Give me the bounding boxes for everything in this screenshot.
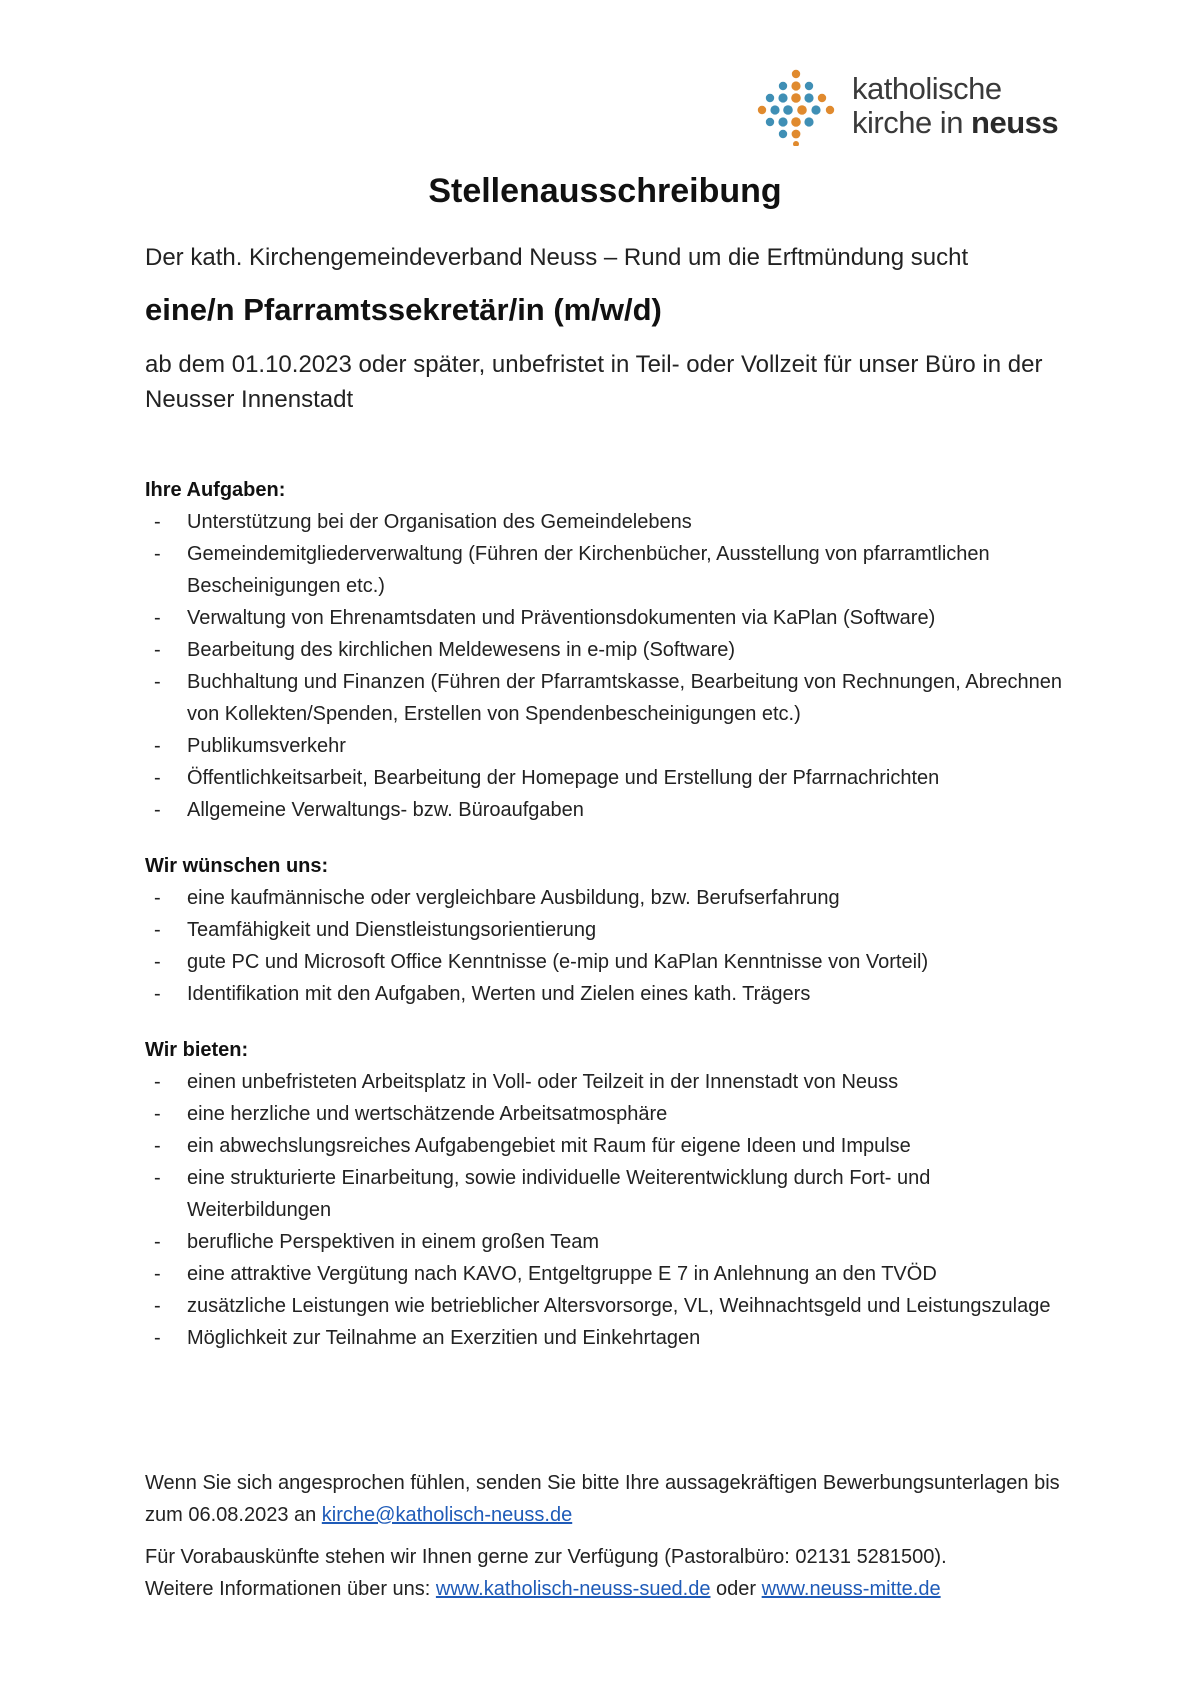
tasks-section: [145, 474, 1065, 826]
logo-dot: [804, 117, 813, 126]
list-item: - eine attraktive Vergütung nach KAVO, Entgeltgruppe E 7 in Anlehnung an den TVÖD: [145, 1258, 1065, 1290]
tasks-list: [145, 506, 1065, 826]
dot-cross-logo-icon: [756, 68, 836, 146]
logo-dot: [805, 82, 813, 90]
logo-dot: [791, 93, 801, 103]
list-item: - Buchhaltung und Finanzen (Führen der Pfarramtskasse, Bearbeitung von Rechnungen, Abrechnen von Kollekten/Spenden, Erstellen von Spendenbescheinigungen etc.): [145, 666, 1065, 730]
list-item: - Bearbeitung des kirchlichen Meldewesens in e-mip (Software): [145, 634, 1065, 666]
wishes-section: [145, 850, 1065, 1010]
logo-dot: [758, 106, 766, 114]
info-text: Für Vorabauskünfte stehen wir Ihnen gerne zur Verfügung (Pastoralbüro: 02131 5281500).: [145, 1546, 947, 1568]
offers-section: [145, 1034, 1065, 1354]
more-info-paragraph: [145, 1573, 1065, 1605]
website-link-sued[interactable]: www.katholisch-neuss-sued.de: [435, 1578, 711, 1600]
position-title: eine/n Pfarramtssekretär/in (m/w/d): [145, 292, 662, 327]
logo-dot: [792, 130, 801, 139]
list-item: - Allgemeine Verwaltungs- bzw. Büroaufgaben: [145, 794, 1065, 826]
logo-dot: [792, 70, 800, 78]
logo-dot: [791, 81, 800, 90]
wishes-heading: Wir wünschen uns:: [145, 855, 329, 877]
logo-dot: [793, 141, 799, 146]
more-info-text: Weitere Informationen über uns:: [145, 1578, 436, 1600]
offers-heading: Wir bieten:: [145, 1039, 249, 1061]
logo-dot: [779, 130, 787, 138]
list-item: - eine kaufmännische oder vergleichbare Ausbildung, bzw. Berufserfahrung: [145, 882, 1065, 914]
logo-dot: [818, 94, 826, 102]
list-item: - Verwaltung von Ehrenamtsdaten und Präventionsdokumenten via KaPlan (Software): [145, 602, 1065, 634]
logo-dot: [766, 118, 774, 126]
list-item: - gute PC und Microsoft Office Kenntnisse (e-mip und KaPlan Kenntnisse von Vorteil): [145, 946, 1065, 978]
email-link[interactable]: kirche@katholisch-neuss.de: [321, 1504, 573, 1526]
list-item: - berufliche Perspektiven in einem großen Team: [145, 1226, 1065, 1258]
intro-text: Der kath. Kirchengemeindeverband Neuss – Rund um die Erftmündung sucht: [145, 244, 969, 271]
list-item: - Möglichkeit zur Teilnahme an Exerzitien und Einkehrtagen: [145, 1322, 1065, 1354]
logo-dot: [783, 105, 793, 115]
logo-dot: [826, 106, 834, 114]
start-text: ab dem 01.10.2023 oder später, unbefristet in Teil- oder Vollzeit für unser Büro in der Neusser Innenstadt: [145, 351, 1043, 413]
list-item: - eine strukturierte Einarbeitung, sowie individuelle Weiterentwicklung durch Fort- und Weiterbildungen: [145, 1162, 1065, 1226]
logo-line-2: [852, 106, 1058, 140]
apply-paragraph: [145, 1467, 1065, 1531]
logo-dot: [804, 93, 813, 102]
list-item: - eine herzliche und wertschätzende Arbeitsatmosphäre: [145, 1098, 1065, 1130]
logo-dot: [797, 105, 807, 115]
list-item: - Publikumsverkehr: [145, 730, 1065, 762]
list-item: - zusätzliche Leistungen wie betrieblicher Altersvorsorge, VL, Weihnachtsgeld und Leistungszulage: [145, 1290, 1065, 1322]
church-logo: [756, 68, 1076, 146]
website-link-mitte[interactable]: www.neuss-mitte.de: [761, 1578, 941, 1600]
logo-dot: [766, 94, 774, 102]
tasks-heading: Ihre Aufgaben:: [145, 479, 286, 501]
logo-line-1: katholische: [852, 71, 1002, 106]
logo-dot: [778, 93, 787, 102]
list-item: - einen unbefristeten Arbeitsplatz in Voll- oder Teilzeit in der Innenstadt von Neuss: [145, 1066, 1065, 1098]
list-item: - ein abwechslungsreiches Aufgabengebiet mit Raum für eigene Ideen und Impulse: [145, 1130, 1065, 1162]
logo-dot: [811, 105, 820, 114]
logo-wordmark: [852, 72, 1058, 140]
logo-line-2-bold: neuss: [971, 105, 1059, 140]
or-text: oder: [710, 1578, 762, 1600]
list-item: - Gemeindemitgliederverwaltung (Führen der Kirchenbücher, Ausstellung von pfarramtlichen Bescheinigungen etc.): [145, 538, 1065, 602]
footer: [145, 1467, 1065, 1605]
logo-dot: [791, 117, 801, 127]
list-item: - Öffentlichkeitsarbeit, Bearbeitung der Homepage und Erstellung der Pfarrnachrichten: [145, 762, 1065, 794]
logo-dot: [770, 105, 779, 114]
wishes-list: [145, 882, 1065, 1010]
offers-list: [145, 1066, 1065, 1354]
list-item: - Teamfähigkeit und Dienstleistungsorientierung: [145, 914, 1065, 946]
page-title: Stellenausschreibung: [428, 172, 782, 210]
logo-line-2-regular: kirche in: [852, 105, 972, 140]
apply-text: Wenn Sie sich angesprochen fühlen, senden Sie bitte Ihre aussagekräftigen Bewerbungsunterlagen bis zum 06.08.2023 an: [145, 1472, 1060, 1526]
logo-dot: [779, 82, 787, 90]
list-item: - Identifikation mit den Aufgaben, Werten und Zielen eines kath. Trägers: [145, 978, 1065, 1010]
list-item: - Unterstützung bei der Organisation des Gemeindelebens: [145, 506, 1065, 538]
logo-dot: [778, 117, 787, 126]
